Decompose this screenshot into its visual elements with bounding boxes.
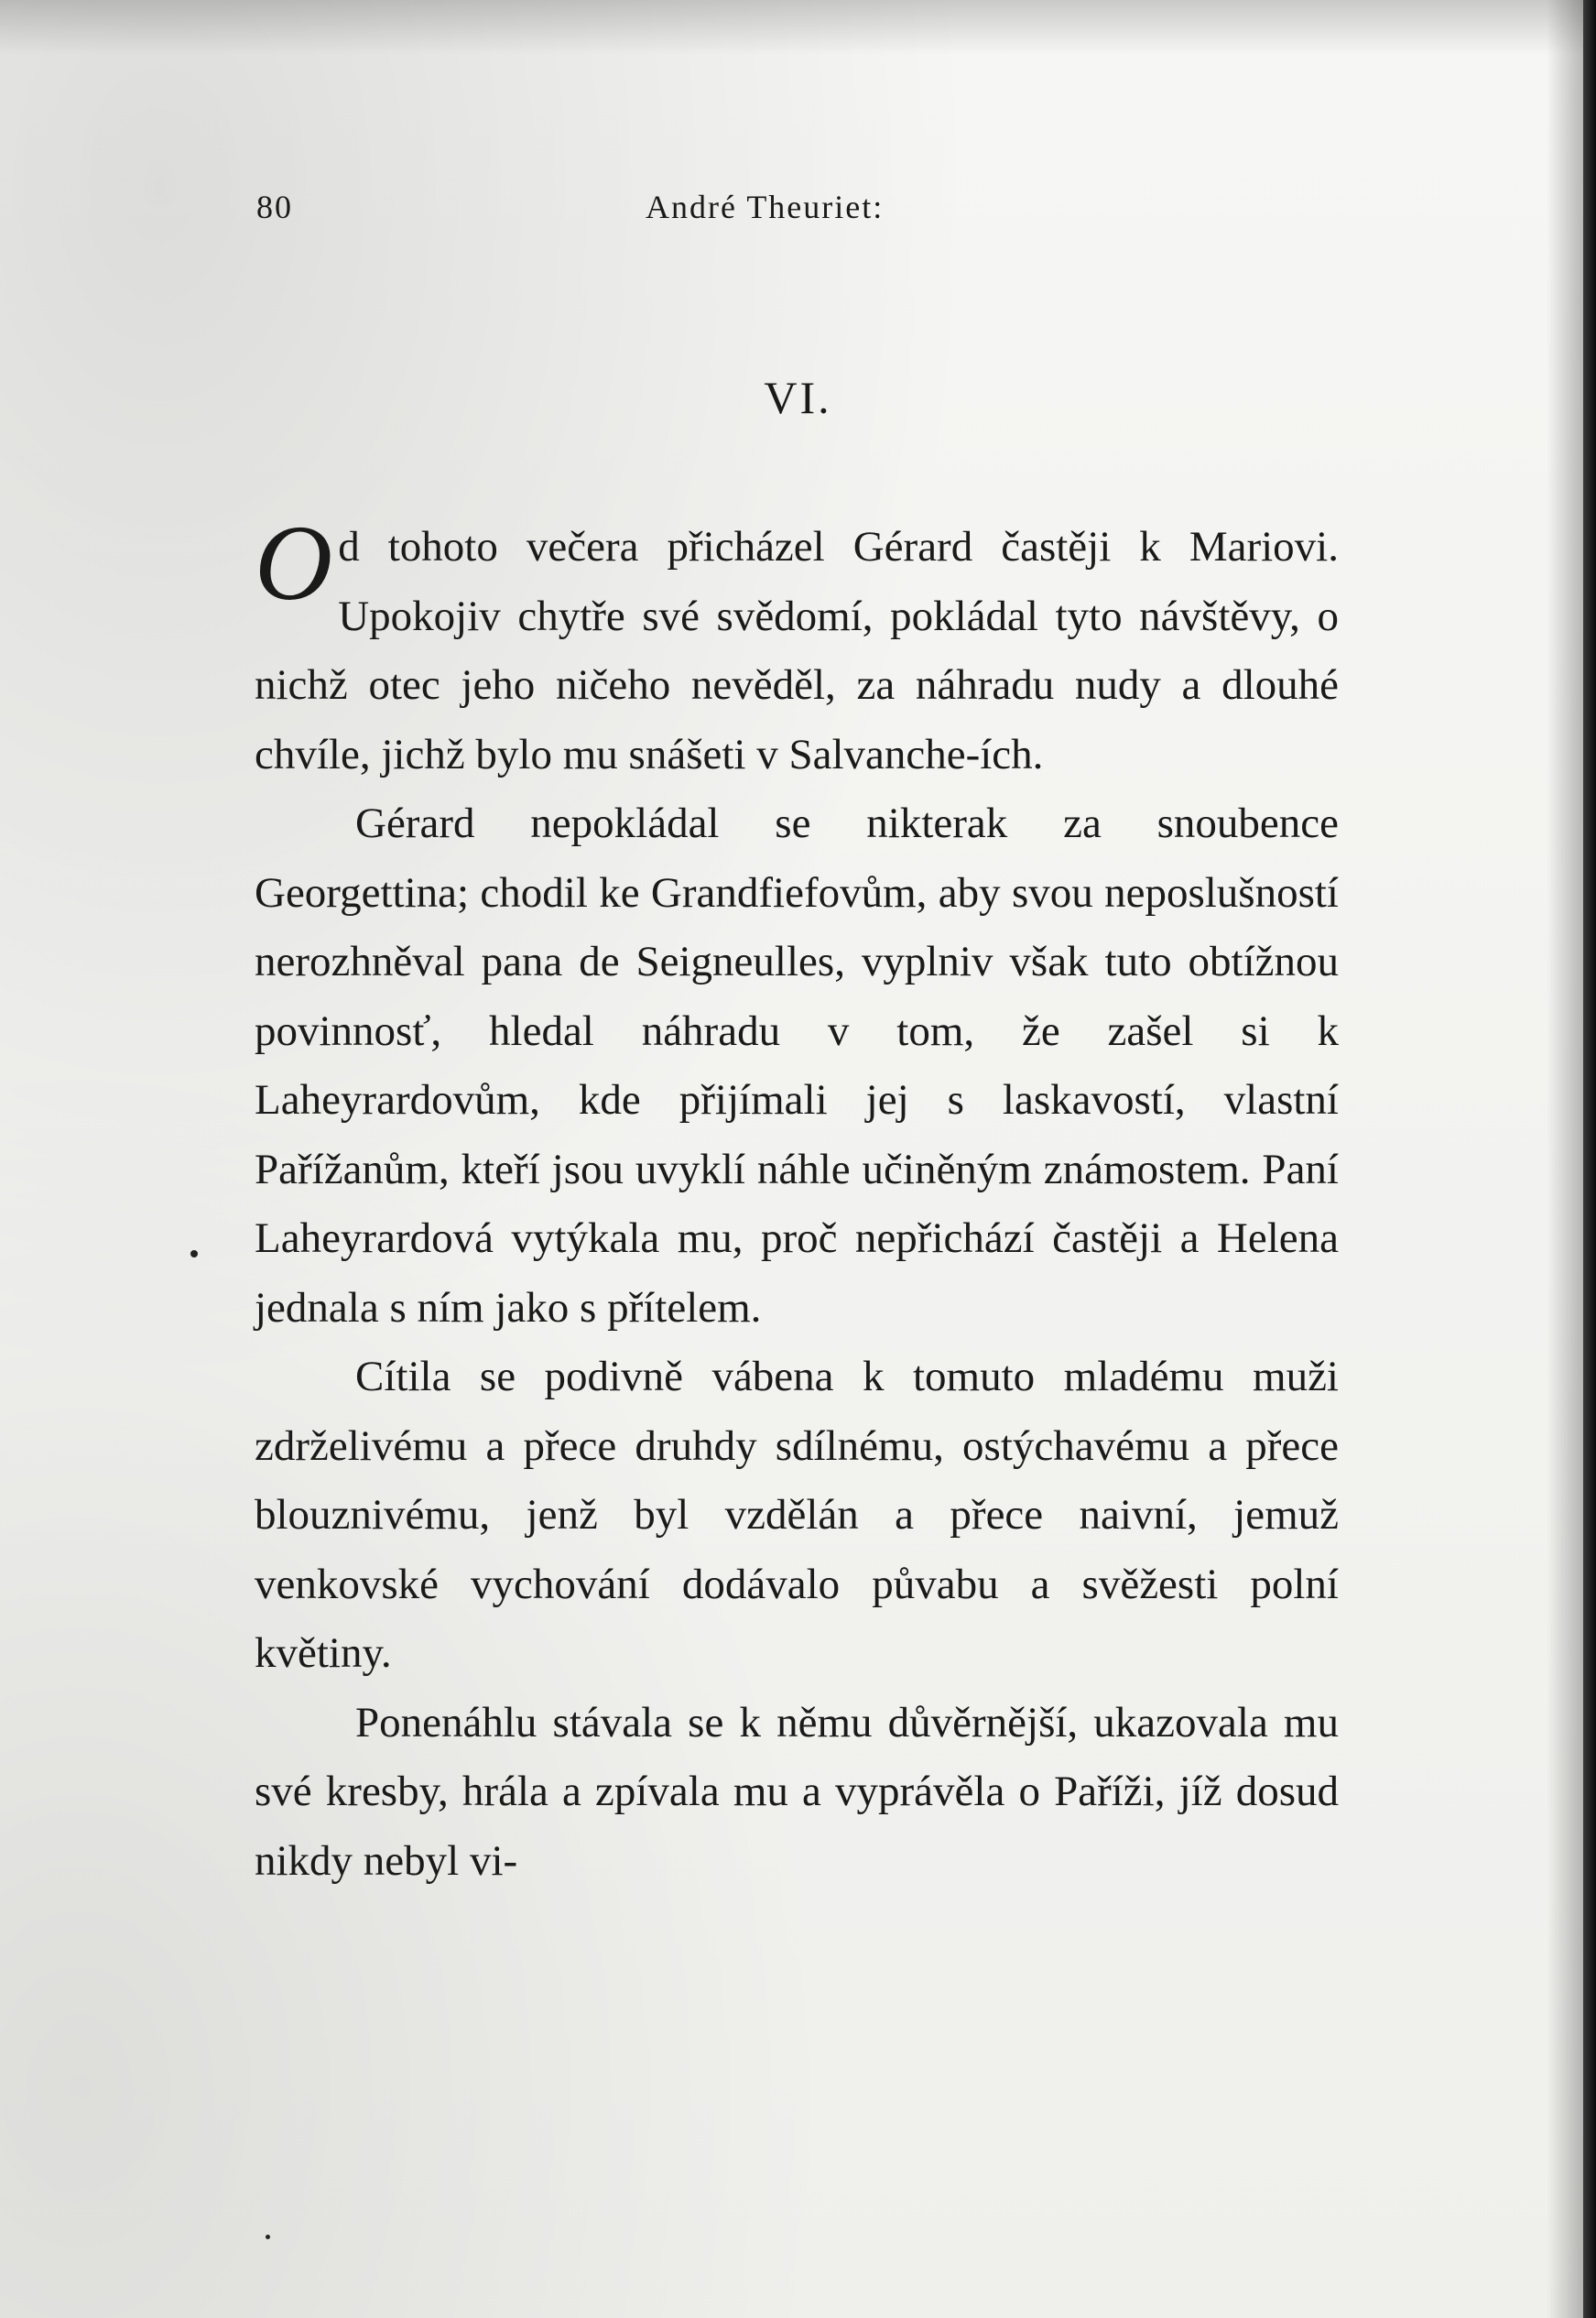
- scan-top-shadow: [0, 0, 1596, 55]
- paragraph: Ponenáhlu stávala se k němu důvěrnější, ukazovala mu své kresby, hrála a zpívala mu a vyprávěla o Paříži, jíž dosud nikdy nebyl vi-: [255, 1698, 1339, 1885]
- paragraph: Gérard nepokládal se nikterak za snoubence Georgettina; chodil ke Grandfiefovům, aby svou neposlušností nerozhněval pana de Seigneulles, vyplniv však tuto obtížnou povinnosť, hledal náhradu v tom, že zašel si k Laheyrardovům, kde přijímali jej s laskavostí, vlastní Pařížanům, kteří jsou uvyklí náhle učiněným známostem. Paní Laheyrardová vytýkala mu, proč nepřichází častěji a Helena jednala s ním jako s přítelem.: [255, 800, 1339, 1332]
- ink-speck: [266, 2235, 270, 2239]
- page-header: [256, 188, 1337, 234]
- chapter-title: VI.: [764, 372, 832, 423]
- scan-right-edge: [1583, 0, 1596, 2318]
- paragraph-text: d tohoto večera přicházel Gérard častěji k Mariovi. Upokojiv chytře své svědomí, pokládal tyto návštěvy, o nichž otec jeho ničeho nevěděl, za náhradu nudy a dlouhé chvíle, jichž bylo mu snášeti v Salvanche-ích.: [255, 523, 1339, 778]
- paragraph: [255, 503, 1339, 789]
- paragraph: Cítila se podivně vábena k tomuto mladému muži zdrželivému a přece druhdy sdílnému, ostýchavému a přece blouznivému, jenž byl vzdělán a přece naivní, jemuž venkovské vychování dodávalo půvabu a svěžesti polní květiny.: [255, 1353, 1339, 1677]
- scan-gutter-shadow: [1547, 0, 1583, 2318]
- drop-cap: O: [255, 503, 333, 623]
- running-head: André Theuriet:: [646, 189, 885, 225]
- body-text: [255, 503, 1339, 1896]
- page-number: 80: [256, 189, 293, 225]
- ink-speck: [190, 1250, 198, 1257]
